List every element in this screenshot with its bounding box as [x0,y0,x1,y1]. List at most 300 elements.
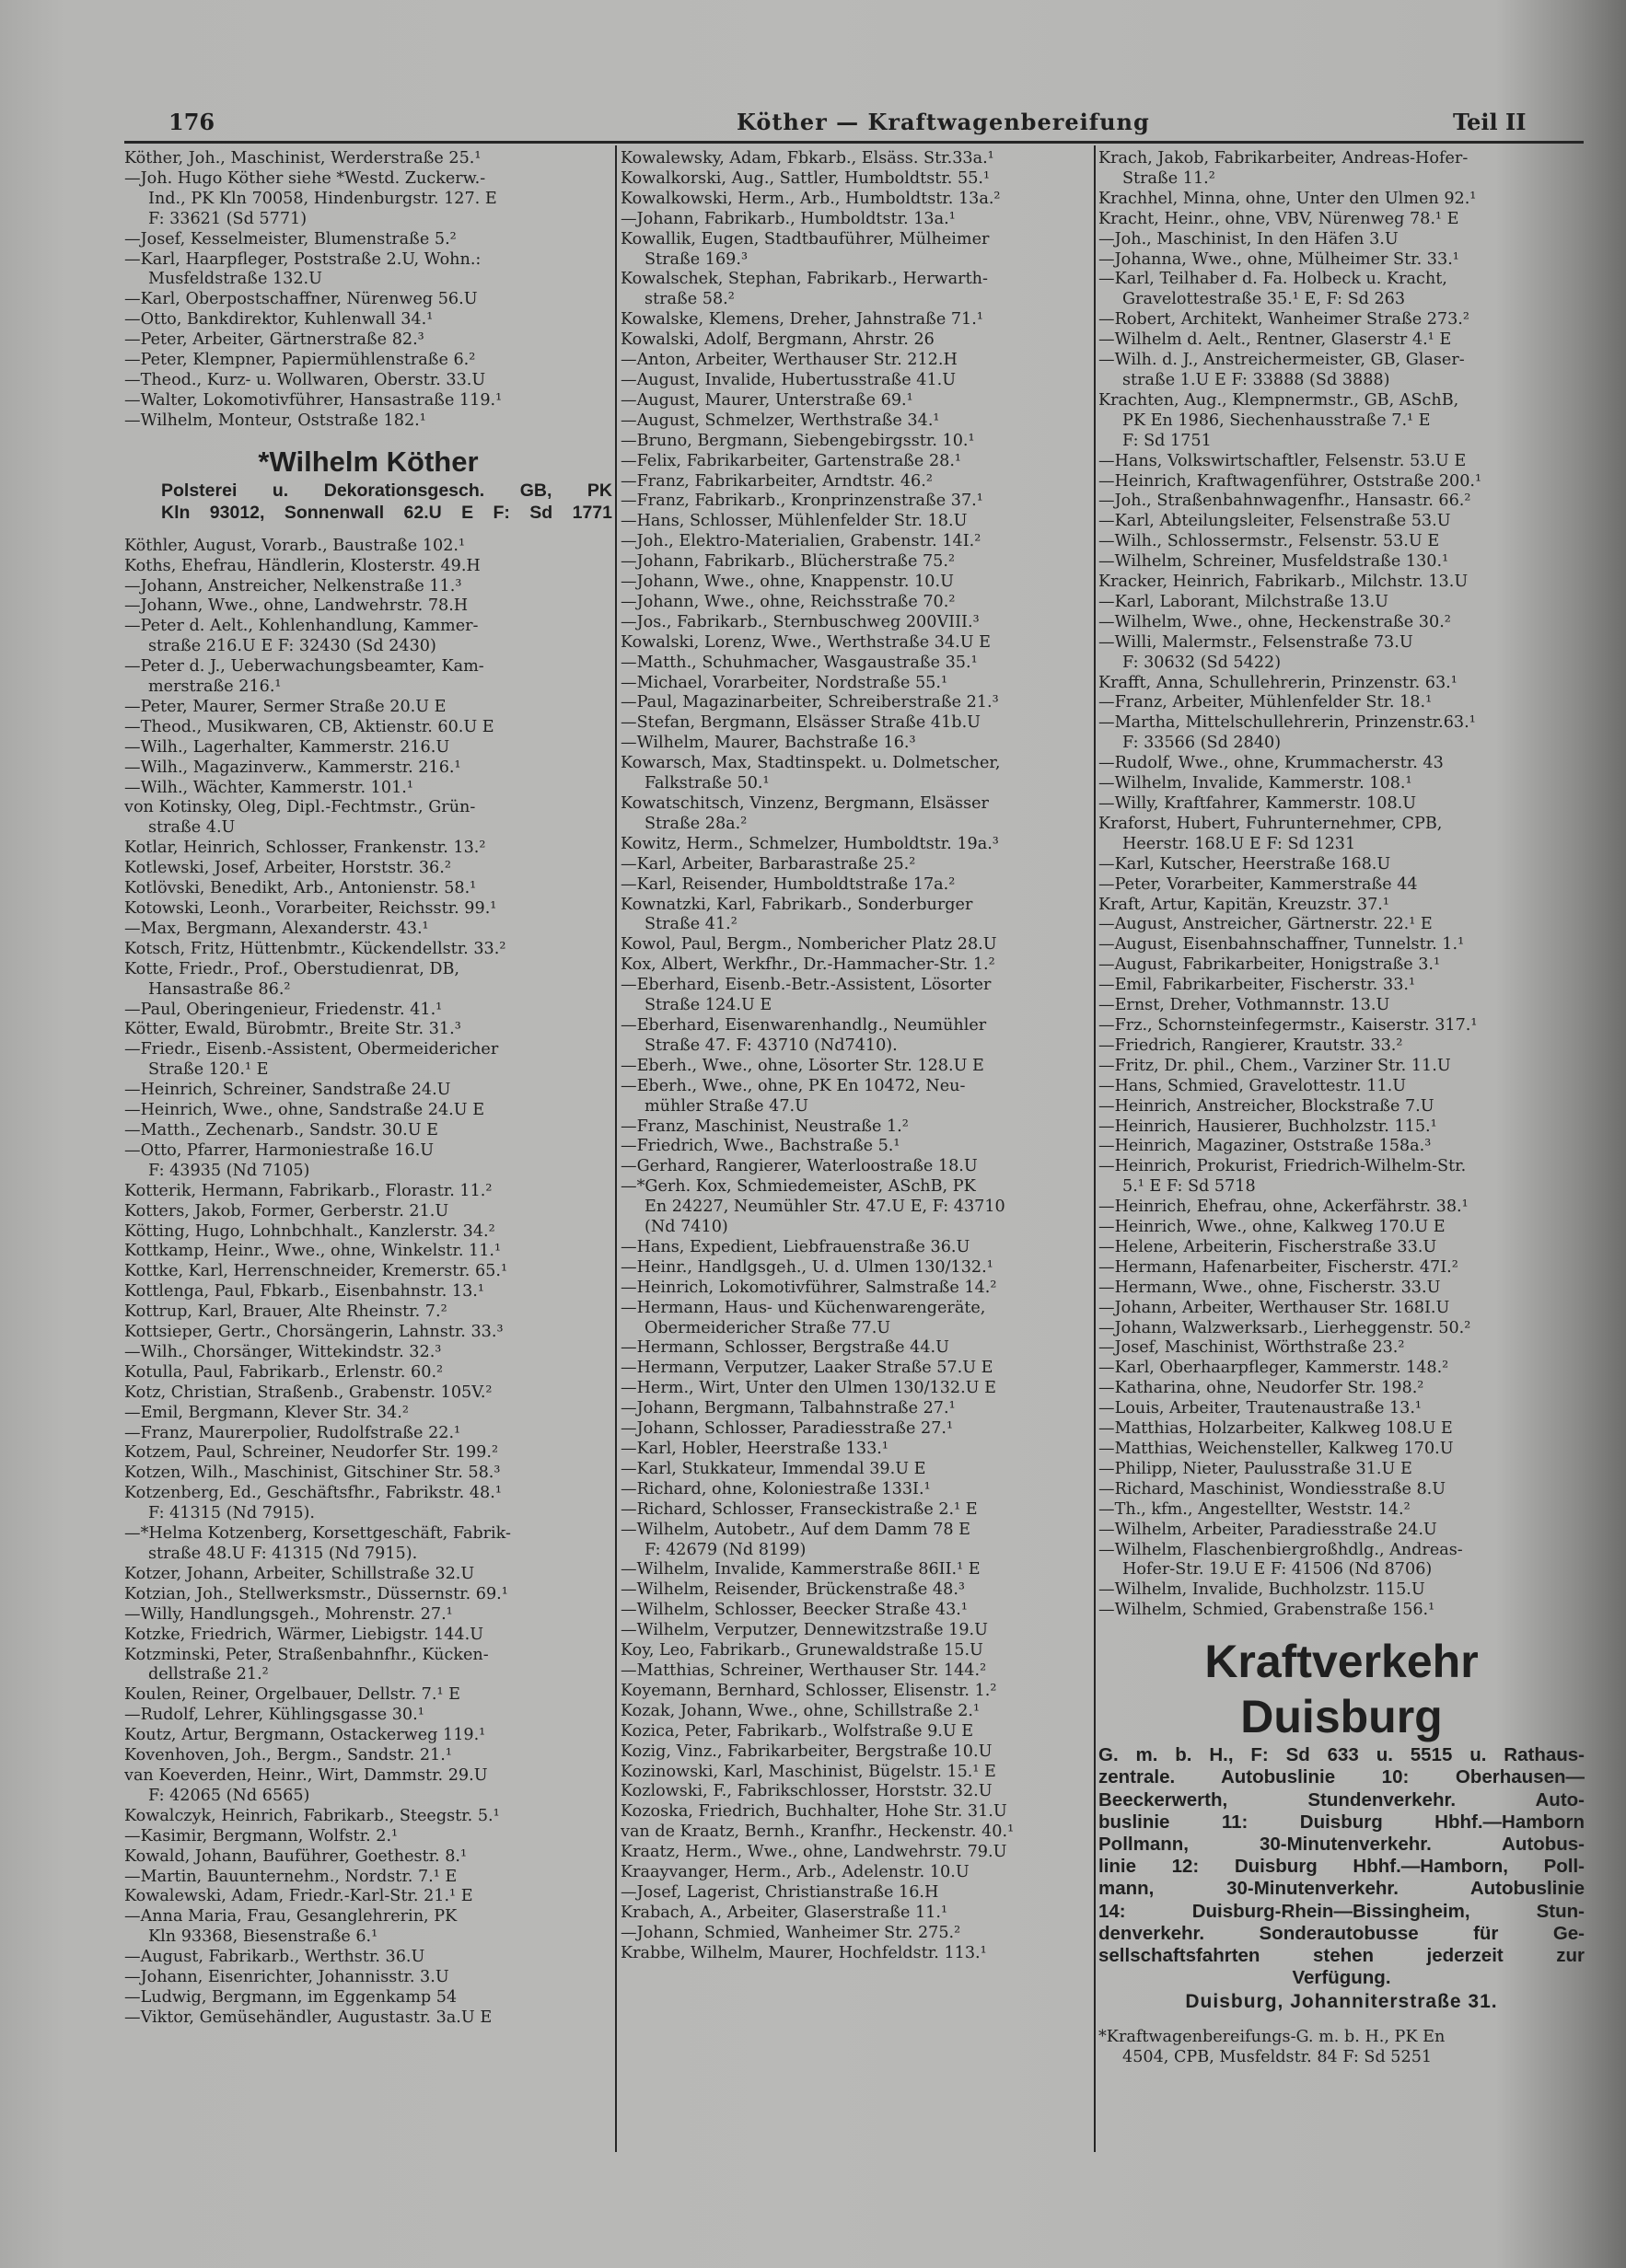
directory-entry [621,855,1092,875]
entry-continuation: F: 30632 (Sd 5422) [1122,653,1282,672]
entry-line: von Kotinsky, Oleg, Dipl.-Fechtmstr., Grün- [124,798,476,817]
entry-line: —Eberh., Wwe., ohne, Lösorter Str. 128.U E [621,1056,984,1075]
directory-entry [1098,1198,1585,1218]
directory-entry [1098,472,1585,492]
directory-entry [621,391,1092,411]
directory-entry [124,1383,612,1404]
entry-line: Kotowski, Leonh., Vorarbeiter, Reichsstr. 99.¹ [124,899,497,918]
entry-line: —Peter, Vorarbeiter, Kammerstraße 44 [1098,874,1418,894]
entry-continuation: straße 48.U F: 41315 (Nd 7915). [148,1545,418,1563]
directory-entry [124,1847,612,1868]
entry-line: —Karl, Haarpfleger, Poststraße 2.U, Wohn.: [124,249,482,269]
directory-entry [124,758,612,779]
directory-entry [621,552,1092,573]
directory-entry [124,839,612,859]
directory-entry [124,1484,612,1524]
directory-entry [1098,1521,1585,1541]
ad-address: Duisburg, Johanniterstraße 31. [1185,1991,1498,2013]
directory-entry [124,698,612,718]
entry-line: —Franz, Maurerpolier, Rudolfstraße 22.¹ [124,1423,461,1442]
directory-entry [1098,1036,1585,1057]
advertisement [1098,1634,1585,2015]
entry-continuation: Falkstraße 50.¹ [645,774,770,793]
directory-entry [1098,794,1585,815]
entry-line: —August, Eisenbahnschaffner, Tunnelstr. 1.¹ [1098,935,1465,955]
entry-continuation: merstraße 216.¹ [148,677,282,697]
directory-entry [1098,1016,1585,1036]
entry-line: —Peter, Arbeiter, Gärtnerstraße 82.³ [124,330,424,350]
entry-line: —Karl, Hobler, Heerstraße 133.¹ [621,1440,888,1458]
entry-line: —August, Invalide, Hubertusstraße 41.U [621,370,957,389]
directory-entry [124,310,612,330]
ad-title: Kraftverkehr Duisburg [1204,1636,1479,1743]
entry-line: Kowalschek, Stephan, Fabrikarb., Herwarth- [621,270,988,289]
directory-entry [1098,512,1585,532]
entry-continuation: F: 41315 (Nd 7915). [148,1504,316,1523]
entry-line: Kraforst, Hubert, Fuhrunternehmer, CPB, [1098,814,1443,833]
entry-line: —Ernst, Dreher, Vothmannstr. 13.U [1098,996,1390,1015]
directory-entry [1098,210,1585,230]
entry-line: —Michael, Vorarbeiter, Nordstraße 55.¹ [621,673,948,692]
entry-line: —Wilhelm, Schmied, Grabenstraße 156.¹ [1098,1601,1435,1620]
directory-entry [124,1404,612,1424]
directory-entry [124,1424,612,1444]
entry-line: —Karl, Laborant, Milchstraße 13.U [1098,592,1388,611]
entry-line: —August, Fabrikarbeiter, Honigstraße 3.¹ [1098,955,1441,975]
entry-continuation: Kln 93368, Biesenstraße 6.¹ [148,1927,378,1947]
entry-line: Kowarsch, Max, Stadtinspekt. u. Dolmetscher, [621,754,1001,773]
entry-continuation: straße 216.U E F: 32430 (Sd 2430) [148,637,436,656]
entry-line: Kraatz, Herm., Wwe., ohne, Landwehrstr. 79.U [621,1843,1007,1862]
entry-line: —Heinr., Handlgsgeh., U. d. Ulmen 130/132.¹ [621,1257,993,1277]
entry-line: Kozak, Johann, Wwe., ohne, Schillstraße 2.¹ [621,1701,981,1720]
entry-continuation: (Nd 7410) [645,1218,728,1237]
directory-entry [124,738,612,758]
entry-line: —Karl, Oberpostschaffner, Nürenweg 56.U [124,290,478,309]
entry-line: —Friedr., Eisenb.-Assistent, Obermeidericher [124,1040,499,1059]
entry-line: —Willy, Kraftfahrer, Kammerstr. 108.U [1098,794,1417,813]
directory-entry [1098,976,1585,996]
directory-entry [1098,1419,1585,1440]
directory-entry [621,1359,1092,1379]
entry-line: *Kraftwagenbereifungs-G. m. b. H., PK En [1098,2028,1446,2047]
entry-line: Kowatschitsch, Vinzenz, Bergmann, Elsässer [621,794,989,813]
entry-line: —Matthias, Weichensteller, Kalkweg 170.U [1098,1440,1454,1458]
directory-entry [124,1222,612,1243]
entry-line: —Hermann, Haus- und Küchenwarengeräte, [621,1298,986,1317]
directory-entry [124,1907,612,1948]
directory-entry [621,1057,1092,1077]
entry-continuation: Straße 120.¹ E [148,1060,269,1080]
directory-entry [1098,492,1585,512]
directory-entry [124,371,612,391]
entry-line: —*Helma Kotzenberg, Korsettgeschäft, Fabrik- [124,1524,511,1544]
entry-line: —Hermann, Hafenarbeiter, Fischerstr. 47I.² [1098,1257,1458,1277]
entry-line: —Johann, Wwe., ohne, Knappenstr. 10.U [621,573,954,592]
directory-entry [124,1605,612,1626]
entry-line: —August, Fabrikarb., Werthstr. 36.U [124,1948,425,1967]
entry-line: —Karl, Reisender, Humboldtstraße 17a.² [621,874,956,894]
directory-entry [1098,149,1585,190]
directory-entry [1098,875,1585,896]
entry-line: Kottrup, Karl, Brauer, Alte Rheinstr. 7.² [124,1302,447,1322]
directory-entry [621,1016,1092,1057]
entry-continuation: Straße 47. F: 43710 (Nd7410). [645,1036,898,1055]
entry-continuation: straße 1.U E F: 33888 (Sd 3888) [1122,370,1390,389]
directory-entry [621,1621,1092,1641]
directory-entry [124,1807,612,1827]
entry-line: Kozica, Peter, Fabrikarb., Wolfstraße 9.U E [621,1721,974,1741]
directory-entry [1098,774,1585,794]
column-divider [1094,145,1096,2152]
directory-entry [124,1182,612,1202]
directory-entry [1098,270,1585,310]
directory-entry [621,230,1092,271]
directory-entry [621,955,1092,976]
directory-entry [124,1626,612,1646]
entry-line: —Anton, Arbeiter, Werthauser Str. 212.H [621,351,958,370]
directory-entry [1098,330,1585,351]
directory-entry [1098,1379,1585,1399]
entry-line: —Richard, Maschinist, Wondiesstraße 8.U [1098,1479,1446,1498]
entry-line: —Frz., Schornsteinfegermstr., Kaiserstr. 317.¹ [1098,1015,1478,1035]
entry-line: Kovenhoven, Joh., Bergm., Sandstr. 21.¹ [124,1746,452,1765]
entry-line: Kotzminski, Peter, Straßenbahnfhr., Kücken- [124,1645,489,1664]
entry-line: Kotzenberg, Ed., Geschäftsfhr., Fabrikstr. 48.¹ [124,1484,502,1503]
entry-line: Kotlövski, Benedikt, Arb., Antonienstr. 58.¹ [124,879,477,898]
directory-entry [1098,1057,1585,1077]
entry-line: —Theod., Kurz- u. Wollwaren, Oberstr. 33.U [124,370,486,389]
directory-entry [621,794,1092,835]
directory-entry [621,270,1092,310]
directory-entry [124,1242,612,1262]
directory-entry [1098,896,1585,916]
directory-entry [124,1081,612,1101]
directory-entry [621,935,1092,955]
entry-line: —Friedrich, Rangierer, Krautstr. 33.² [1098,1036,1403,1055]
entry-line: —Wilhelm d. Aelt., Rentner, Glaserstr 4.¹ E [1098,330,1452,350]
entry-line: —Matthias, Holzarbeiter, Kalkweg 108.U E [1098,1419,1453,1439]
directory-entry [621,411,1092,432]
entry-line: Kowitz, Herm., Schmelzer, Humboldtstr. 19a.³ [621,834,999,853]
directory-entry [621,1763,1092,1783]
entry-line: —Philipp, Nieter, Paulusstraße 31.U E [1098,1459,1412,1478]
entry-line: Koutz, Artur, Bergmann, Ostackerweg 119.¹ [124,1726,486,1745]
entry-line: —Johann, Fabrikarb., Humboldtstr. 13a.¹ [621,209,956,228]
entry-line: —*Gerh. Kox, Schmiedemeister, ASchB, PK [621,1177,976,1197]
entry-line: —Bruno, Bergmann, Siebengebirgsstr. 10.¹ [621,431,975,450]
entry-line: —Heinrich, Magaziner, Oststraße 158a.³ [1098,1137,1432,1156]
directory-entry [124,391,612,411]
directory-entry [124,1988,612,2008]
directory-entry [1098,815,1585,855]
entry-continuation: 5.¹ E F: Sd 5718 [1122,1177,1256,1197]
entry-line: —Helene, Arbeiterin, Fischerstraße 33.U [1098,1237,1437,1256]
entry-line: —Richard, Schlosser, Franseckistraße 2.¹ E [621,1499,978,1519]
directory-entry [621,1883,1092,1904]
entry-continuation: 4504, CPB, Musfeldstr. 84 F: Sd 5251 [1122,2048,1433,2067]
ad-text-line: zentrale. Autobuslinie 10: Oberhausen— [1098,1766,1585,1788]
entry-continuation: Ind., PK Kln 70058, Hindenburgstr. 127. E [148,189,497,208]
directory-entry [621,754,1092,794]
entry-line: —Ludwig, Bergmann, im Eggenkamp 54 [124,1987,458,2007]
part-label: Teil II [1453,109,1527,135]
directory-entry [1098,1319,1585,1339]
entry-continuation: F: 43935 (Nd 7105) [148,1161,310,1180]
entry-line: Kotterik, Hermann, Fabrikarb., Florastr. 11.² [124,1181,493,1200]
entry-line: Kox, Albert, Werkfhr., Dr.-Hammacher-Str. 1.² [621,955,995,975]
directory-entry [621,1480,1092,1500]
directory-entry [124,1121,612,1141]
entry-line: —Karl, Kutscher, Heerstraße 168.U [1098,854,1391,874]
directory-entry [124,596,612,617]
directory-entry [124,230,612,250]
entry-line: —Peter d. Aelt., Kohlenhandlung, Kammer- [124,617,479,636]
entry-line: —Wilh., Wächter, Kammerstr. 101.¹ [124,778,413,797]
entry-line: Krafft, Anna, Schullehrerin, Prinzenstr. 63.¹ [1098,673,1458,692]
ad-text-line: linie 12: Duisburg Hbhf.—Hamborn, Poll- [1098,1856,1585,1878]
entry-line: —Th., kfm., Angestellter, Weststr. 14.² [1098,1499,1411,1519]
directory-entry [621,593,1092,613]
directory-entry [621,310,1092,330]
directory-entry [621,1802,1092,1822]
directory-entry [621,1500,1092,1521]
entry-line: —Wilhelm, Flaschenbiergroßhdlg., Andreas- [1098,1540,1463,1559]
directory-entry [1098,532,1585,552]
directory-entry [1098,674,1585,694]
entry-line: —Wilhelm, Monteur, Oststraße 182.¹ [124,411,426,430]
entry-line: —Fritz, Dr. phil., Chem., Varziner Str. 11.U [1098,1056,1451,1075]
entry-line: —Otto, Pfarrer, Harmoniestraße 16.U [124,1140,435,1160]
ad-text-line: mann, 30-Minutenverkehr. Autobuslinie [1098,1878,1585,1900]
entry-line: Kracht, Heinr., ohne, VBV, Nürenweg 78.¹ E [1098,209,1459,228]
entry-line: —Karl, Stukkateur, Immendal 39.U E [621,1459,926,1478]
directory-entry [124,1040,612,1081]
directory-entry [124,1363,612,1383]
entry-line: —Anna Maria, Frau, Gesanglehrerin, PK [124,1907,458,1927]
directory-entry [1098,593,1585,613]
directory-entry [621,1419,1092,1440]
directory-entry [621,532,1092,552]
entry-line: —Johann, Wwe., ohne, Reichsstraße 70.² [621,592,956,611]
entry-line: Kötting, Hugo, Lohnbchhalt., Kanzlerstr. 34.² [124,1221,495,1241]
entry-continuation: Gravelottestraße 35.¹ E, F: Sd 263 [1122,290,1406,309]
directory-entry [621,1521,1092,1561]
entry-line: —Matth., Schuhmacher, Wasgaustraße 35.¹ [621,653,978,672]
directory-entry [1098,996,1585,1016]
entry-line: —August, Maurer, Unterstraße 69.¹ [621,390,913,410]
entry-line: —Viktor, Gemüsehändler, Augustastr. 3a.U E [124,2008,493,2027]
entry-continuation: Hansastraße 86.² [148,979,291,999]
entry-continuation: F: 42065 (Nd 6565) [148,1786,310,1805]
directory-entry [1098,1580,1585,1601]
entry-line: —Matth., Zechenarb., Sandstr. 30.U E [124,1120,438,1140]
entry-line: —Franz, Fabrikarb., Kronprinzenstraße 37.¹ [621,492,983,511]
entry-line: —Wilh., Magazinverw., Kammerstr. 216.¹ [124,758,461,777]
entry-line: —Johann, Anstreicher, Nelkenstraße 11.³ [124,576,462,596]
entry-line: Kotzian, Joh., Stellwerksmstr., Düssernstr. 69.¹ [124,1584,508,1603]
entry-line: Krach, Jakob, Fabrikarbeiter, Andreas-Hofer- [1098,149,1469,168]
header-rule [124,141,1584,144]
directory-entry [1098,915,1585,935]
directory-entry [621,1137,1092,1157]
directory-entry [124,1343,612,1363]
entry-continuation: Straße 124.U E [645,996,772,1015]
entry-line: —August, Schmelzer, Werthstraße 34.¹ [621,411,940,430]
directory-entry [1098,1541,1585,1581]
directory-entry [124,1766,612,1807]
directory-entry [621,1117,1092,1138]
directory-entry [1098,613,1585,633]
entry-line: —Robert, Architekt, Wanheimer Straße 273.² [1098,310,1469,330]
entry-line: —Paul, Oberingenieur, Friedenstr. 41.¹ [124,1000,443,1019]
directory-entry [621,693,1092,713]
entry-line: Köther, Joh., Maschinist, Werderstraße 25.¹ [124,149,482,168]
directory-entry [124,1323,612,1343]
entry-line: Kotzen, Wilh., Maschinist, Gitschiner Str. 58.³ [124,1464,501,1483]
entry-line: Kotlewski, Josef, Arbeiter, Horststr. 36.² [124,859,451,878]
entry-line: —Joh. Hugo Köther siehe *Westd. Zuckerw.- [124,168,486,188]
directory-entry [124,330,612,351]
directory-entry [124,1464,612,1484]
directory-entry [621,190,1092,210]
entry-continuation: PK En 1986, Siechenhausstraße 7.¹ E [1122,411,1431,430]
directory-entry [621,613,1092,633]
entry-line: Krabach, A., Arbeiter, Glaserstraße 11.¹ [621,1903,948,1922]
entry-line: Kotlar, Heinrich, Schlosser, Frankenstr. 13.² [124,839,486,858]
directory-entry [621,1863,1092,1883]
directory-entry [124,718,612,738]
entry-continuation: straße 4.U [148,818,236,838]
entry-line: Kottlenga, Paul, Fbkarb., Eisenbahnstr. 13.¹ [124,1282,484,1302]
directory-entry [621,1299,1092,1339]
directory-entry [1098,1279,1585,1299]
directory-entry [621,1580,1092,1601]
entry-line: —Josef, Kesselmeister, Blumenstraße 5.² [124,229,457,249]
entry-line: —Wilhelm, Schlosser, Beecker Straße 43.¹ [621,1601,968,1620]
directory-entry [124,1262,612,1282]
entry-line: —Wilhelm, Reisender, Brückenstraße 48.³ [621,1580,965,1600]
entry-line: —Hermann, Schlosser, Bergstraße 44.U [621,1338,949,1358]
directory-entry [124,149,612,169]
entry-continuation: dellstraße 21.² [148,1665,269,1684]
entry-line: Kowalske, Klemens, Dreher, Jahnstraße 71.¹ [621,310,983,330]
entry-line: —Peter, Maurer, Sermer Straße 20.U E [124,697,447,716]
directory-entry [124,1141,612,1182]
directory-entry [621,1379,1092,1399]
directory-entry [1098,935,1585,955]
directory-entry [1098,1157,1585,1198]
ad-text-line: Verfügung. [1292,1967,1391,1989]
ad-text-line: denverkehr. Sonderautobusse für Ge- [1098,1922,1585,1944]
directory-entry [621,210,1092,230]
entry-line: —Franz, Fabrikarbeiter, Arndtstr. 46.² [621,471,933,491]
entry-line: —Wilhelm, Autobetr., Auf dem Damm 78 E [621,1520,971,1539]
directory-entry [621,1157,1092,1177]
directory-entry [621,1440,1092,1460]
entry-line: —Katharina, ohne, Neudorfer Str. 198.² [1098,1379,1424,1398]
entry-line: —Johann, Walzwerksarb., Lierheggenstr. 50.² [1098,1318,1471,1337]
directory-entry [1098,230,1585,250]
entry-continuation: Hofer-Str. 19.U E F: 41506 (Nd 8706) [1122,1560,1433,1580]
entry-line: —Heinrich, Wwe., ohne, Sandstraße 24.U E [124,1101,485,1120]
entry-line: —Wilhelm, Invalide, Kammerstraße 86II.¹ E [621,1560,981,1580]
directory-entry [124,1585,612,1605]
ad-text-line: sellschaftsfahrten stehen jederzeit zur [1098,1944,1585,1966]
directory-entry [621,330,1092,351]
directory-entry [1098,1137,1585,1157]
entry-line: Kotte, Friedr., Prof., Oberstudienrat, DB, [124,959,460,978]
entry-line: —Joh., Elektro-Materialien, Grabenstr. 14I.² [621,532,981,551]
entry-line: —Eberhard, Eisenb.-Betr.-Assistent, Lösorter [621,976,992,995]
entry-line: —Heinrich, Lokomotivführer, Salmstraße 14.² [621,1278,997,1297]
directory-entry [1098,693,1585,713]
directory-entry [124,1685,612,1706]
entry-line: Kowalewsky, Adam, Fbkarb., Elsäss. Str.33a.¹ [621,149,994,168]
directory-entry [1098,1601,1585,1621]
directory-entry [621,1279,1092,1299]
entry-line: —Heinrich, Prokurist, Friedrich-Wilhelm-Str. [1098,1157,1467,1176]
entry-line: van Koeverden, Heinr., Wirt, Dammstr. 29.U [124,1765,488,1785]
directory-entry [621,1399,1092,1419]
directory-entry [621,633,1092,654]
entry-line: Kozlowski, F., Fabrikschlosser, Horststr. 32.U [621,1782,993,1801]
directory-entry [621,1460,1092,1480]
entry-line: —Jos., Fabrikarb., Sternbuschweg 200VIII.³ [621,612,980,631]
directory-entry [621,149,1092,169]
entry-continuation: Obermeidericher Straße 77.U [645,1318,891,1337]
directory-entry [621,654,1092,674]
entry-line: —Heinrich, Wwe., ohne, Kalkweg 170.U E [1098,1218,1446,1237]
directory-entry [621,1682,1092,1702]
entry-continuation: Straße 169.³ [645,249,749,269]
page-number: 176 [168,109,215,135]
entry-line: Kotzer, Johann, Arbeiter, Schillstraße 32.U [124,1564,475,1583]
entry-line: Kowalczyk, Heinrich, Fabrikarb., Steegstr. 5.¹ [124,1806,500,1825]
entry-line: Kowalski, Lorenz, Wwe., Werthstraße 34.U E [621,632,992,652]
ad-text-line: Kln 93012, Sonnenwall 62.U E F: Sd 1771 [161,502,612,523]
directory-entry [1098,1500,1585,1521]
directory-entry [1098,1399,1585,1419]
entry-line: —Karl, Arbeiter, Barbarastraße 25.² [621,854,916,874]
directory-entry [621,1258,1092,1279]
entry-line: —Eberhard, Eisenwarenhandlg., Neumühler [621,1015,987,1035]
entry-line: —Heinrich, Anstreicher, Blockstraße 7.U [1098,1096,1434,1116]
entry-line: —Josef, Lagerist, Christianstraße 16.H [621,1882,939,1902]
directory-entry [1098,1218,1585,1238]
directory-entry [621,169,1092,190]
entry-line: —Joh., Straßenbahnwagenfhr., Hansastr. 66.² [1098,492,1471,511]
directory-entry [1098,1338,1585,1359]
entry-line: —Heinrich, Kraftwagenführer, Oststraße 200.¹ [1098,471,1482,491]
entry-line: Kozinowski, Karl, Maschinist, Bügelstr. 15.¹ E [621,1762,996,1781]
directory-entry [1098,1299,1585,1319]
directory-entry [124,1282,612,1302]
entry-line: Koulen, Reiner, Orgelbauer, Dellstr. 7.¹ E [124,1685,460,1705]
entry-line: Kowalkorski, Aug., Sattler, Humboldtstr. 55.¹ [621,168,991,188]
directory-entry [124,798,612,839]
directory-entry [621,1742,1092,1763]
entry-line: Köthler, August, Vorarb., Baustraße 102.¹ [124,536,466,555]
entry-line: Koths, Ehefrau, Händlerin, Klosterstr. 49.H [124,556,481,575]
directory-entry [621,1822,1092,1843]
column-divider [615,145,617,2152]
entry-line: —Karl, Teilhaber d. Fa. Holbeck u. Kracht, [1098,270,1447,289]
directory-entry [124,657,612,698]
entry-line: —Wilhelm, Arbeiter, Paradiesstraße 24.U [1098,1520,1437,1539]
directory-entry [621,734,1092,754]
ad-text-line: Polsterei u. Dekorationsgesch. GB, PK [161,480,612,501]
